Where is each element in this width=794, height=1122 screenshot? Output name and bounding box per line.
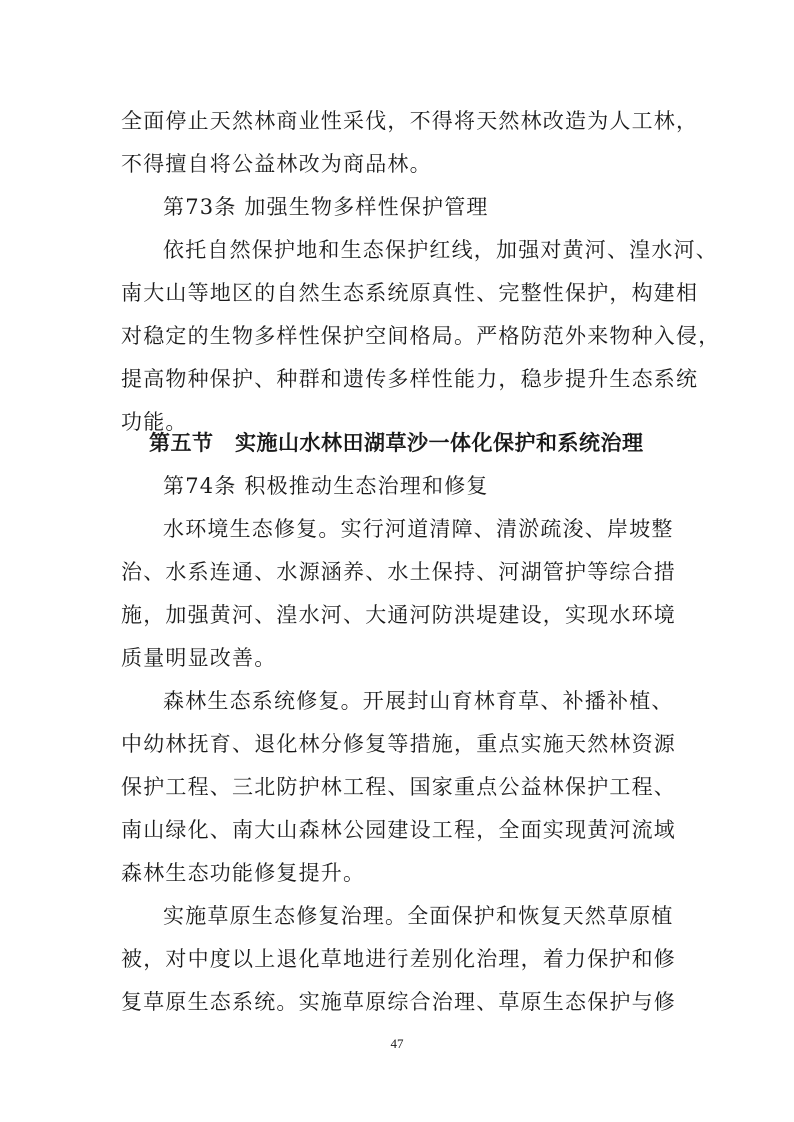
body-text-line: 依托自然保护地和生态保护红线，加强对黄河、湟水河、 bbox=[163, 238, 718, 262]
body-text-line: 不得擅自将公益林改为商品林。 bbox=[121, 152, 432, 176]
page-number: 47 bbox=[390, 1036, 404, 1051]
body-text-line: 南山绿化、南大山森林公园建设工程，全面实现黄河流域 bbox=[121, 818, 676, 842]
body-text-line: 实施草原生态修复治理。全面保护和恢复天然草原植 bbox=[163, 904, 674, 928]
article-heading-74: 第74条 积极推动生态治理和修复 bbox=[163, 474, 489, 498]
body-text-line: 森林生态功能修复提升。 bbox=[121, 861, 366, 885]
body-text-line: 森林生态系统修复。开展封山育林育草、补播补植、 bbox=[163, 689, 674, 713]
body-text-line: 功能。 bbox=[121, 410, 188, 434]
body-text-line: 提高物种保护、种群和遗传多样性能力，稳步提升生态系统 bbox=[121, 367, 699, 391]
body-text-line: 全面停止天然林商业性采伐，不得将天然林改造为人工林， bbox=[121, 109, 699, 133]
body-text-line: 对稳定的生物多样性保护空间格局。严格防范外来物种入侵， bbox=[121, 324, 721, 348]
body-text-line: 施，加强黄河、湟水河、大通河防洪堤建设，实现水环境 bbox=[121, 603, 676, 627]
body-text-line: 质量明显改善。 bbox=[121, 646, 277, 670]
section-heading: 第五节 实施山水林田湖草沙一体化保护和系统治理 bbox=[149, 431, 644, 455]
body-text-line: 水环境生态修复。实行河道清障、清淤疏浚、岸坡整 bbox=[163, 517, 674, 541]
article-heading-73: 第73条 加强生物多样性保护管理 bbox=[163, 195, 489, 219]
body-text-line: 复草原生态系统。实施草原综合治理、草原生态保护与修 bbox=[121, 990, 676, 1014]
body-text-line: 被，对中度以上退化草地进行差别化治理，着力保护和修 bbox=[121, 947, 676, 971]
body-text-line: 南大山等地区的自然生态系统原真性、完整性保护，构建相 bbox=[121, 281, 699, 305]
body-text-line: 治、水系连通、水源涵养、水土保持、河湖管护等综合措 bbox=[121, 560, 676, 584]
body-text-line: 中幼林抚育、退化林分修复等措施，重点实施天然林资源 bbox=[121, 732, 676, 756]
body-text-line: 保护工程、三北防护林工程、国家重点公益林保护工程、 bbox=[121, 775, 676, 799]
